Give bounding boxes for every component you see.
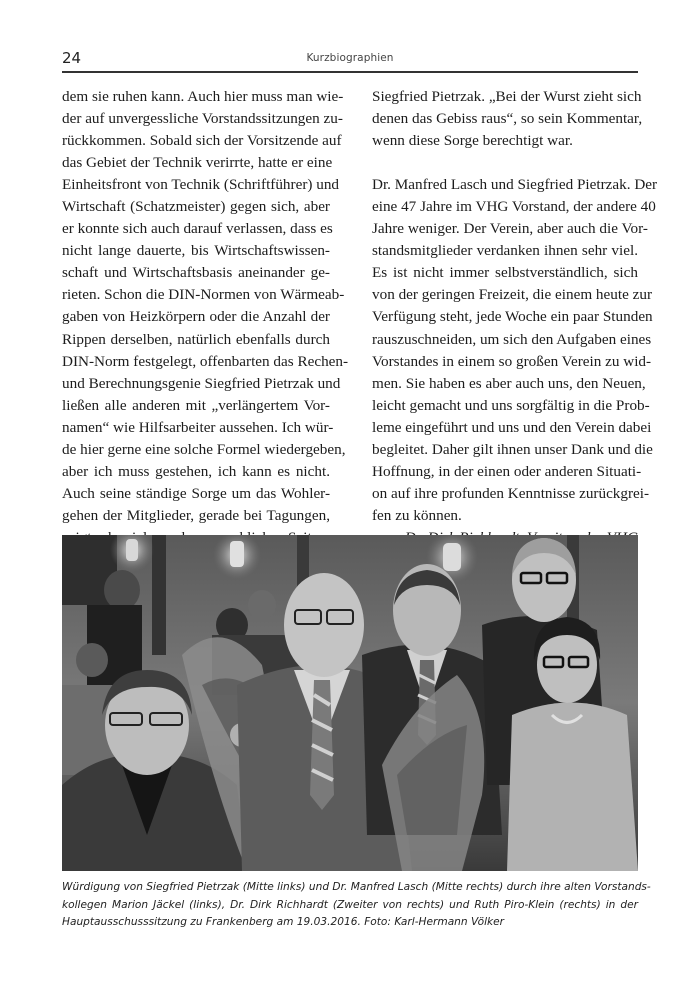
text-line: denen das Gebiss raus“, so sein Kommentar, <box>372 110 643 128</box>
text-line: und Berechnungsgenie Siegfried Pietrzak und <box>62 374 341 392</box>
paragraph-1 <box>372 86 643 152</box>
text-line: de hier gerne eine solche Formel wiedergeben, <box>62 440 346 458</box>
text-line: aber ich muss gestehen, ich kann es nicht. <box>62 462 330 480</box>
text-line: on auf ihre profunden Kenntnisse zurückgrei- <box>372 484 650 502</box>
text-line: das Gebiet der Technik verirrte, hatte er eine <box>62 154 333 172</box>
text-line: wenn diese Sorge berechtigt war. <box>372 132 573 150</box>
text-line: er konnte sich auch darauf verlassen, dass es <box>62 220 333 238</box>
text-line: fen zu können. <box>372 506 462 524</box>
text-column-right <box>372 86 658 549</box>
text-line: leme eingeführt und uns und den Verein dabei <box>372 418 652 436</box>
text-line: begleitet. Daher gilt ihnen unser Dank und die <box>372 440 653 458</box>
text-line: rückkommen. Sobald sich der Vorsitzende auf <box>62 132 342 150</box>
photo-illustration <box>62 535 638 871</box>
page-number: 24 <box>62 49 82 67</box>
text-line: nicht lange dauerte, bis Wirtschaftswissen- <box>62 242 330 260</box>
text-line: Auch seine ständige Sorge um das Wohler- <box>62 484 330 502</box>
running-title: Kurzbiographien <box>306 52 394 64</box>
text-line: Verfügung steht, jede Woche ein paar Stunden <box>372 308 653 326</box>
text-line: Vorstandes in einem so großen Verein zu wid- <box>372 352 652 370</box>
text-line: der auf unvergessliche Vorstandssitzungen zu- <box>62 110 343 128</box>
group-photo <box>62 535 638 871</box>
text-line: Dr. Manfred Lasch und Siegfried Pietrzak. Der <box>372 176 658 194</box>
text-line: Siegfried Pietrzak. „Bei der Wurst zieht sich <box>372 88 642 105</box>
text-column-left <box>62 86 349 549</box>
page-header <box>62 46 638 72</box>
text-line: schaft und Wirtschaftsbasis aneinander ge- <box>62 264 330 282</box>
text-line: Rippen derselben, natürlich ebenfalls durch <box>62 330 330 348</box>
paragraph-2 <box>372 174 658 527</box>
text-line: von der geringen Freizeit, die einem heute zur <box>372 286 653 304</box>
text-line: DIN-Norm festgelegt, offenbarten das Rechen- <box>62 352 349 370</box>
text-line: gehen der Mitglieder, gerade bei Tagungen, <box>62 506 330 524</box>
text-line: standsmitglieder verdanken ihnen sehr viel. <box>372 242 638 260</box>
text-line: Jahre weniger. Der Verein, aber auch die Vor- <box>372 220 648 238</box>
text-line: gaben von Heizkörpern oder die Anzahl der <box>62 308 330 326</box>
caption-line: kollegen Marion Jäckel (links), Dr. Dirk Richhardt (Zweiter von rechts) und Ruth Piro-Klein (rechts) in der <box>62 898 638 911</box>
text-line: Einheitsfront von Technik (Schriftführer) und <box>62 176 340 194</box>
text-line: Hoffnung, in der einen oder anderen Situati- <box>372 462 642 480</box>
paragraph-gap <box>372 152 638 174</box>
text-line: rauszuschneiden, um sich den Aufgaben eines <box>372 330 652 348</box>
photo-caption <box>62 879 651 932</box>
text-line: rieten. Schon die DIN-Normen von Wärmeab- <box>62 286 345 304</box>
text-line: leicht gemacht und uns sorgfältig in die Prob- <box>372 396 650 414</box>
text-line: men. Sie haben es aber auch uns, den Neuen, <box>372 374 646 392</box>
text-line: Es ist nicht immer selbstverständlich, sich <box>372 264 638 282</box>
text-line: namen“ wie Hilfsarbeiter aussehen. Ich wür- <box>62 418 334 436</box>
text-line: ließen alle anderen mit „verlängertem Vor- <box>62 396 330 414</box>
text-line: Wirtschaft (Schatzmeister) gegen sich, aber <box>62 198 330 216</box>
caption-line: Hauptausschusssitzung zu Frankenberg am 19.03.2016. Foto: Karl-Hermann Völker <box>62 916 505 928</box>
text-line: eine 47 Jahre im VHG Vorstand, der andere 40 <box>372 198 656 216</box>
text-line: dem sie ruhen kann. Auch hier muss man wie- <box>62 88 344 105</box>
caption-line: Würdigung von Siegfried Pietrzak (Mitte links) und Dr. Manfred Lasch (Mitte rechts) durch ihre alten Vorstands- <box>62 881 651 893</box>
header-rule <box>62 71 638 73</box>
